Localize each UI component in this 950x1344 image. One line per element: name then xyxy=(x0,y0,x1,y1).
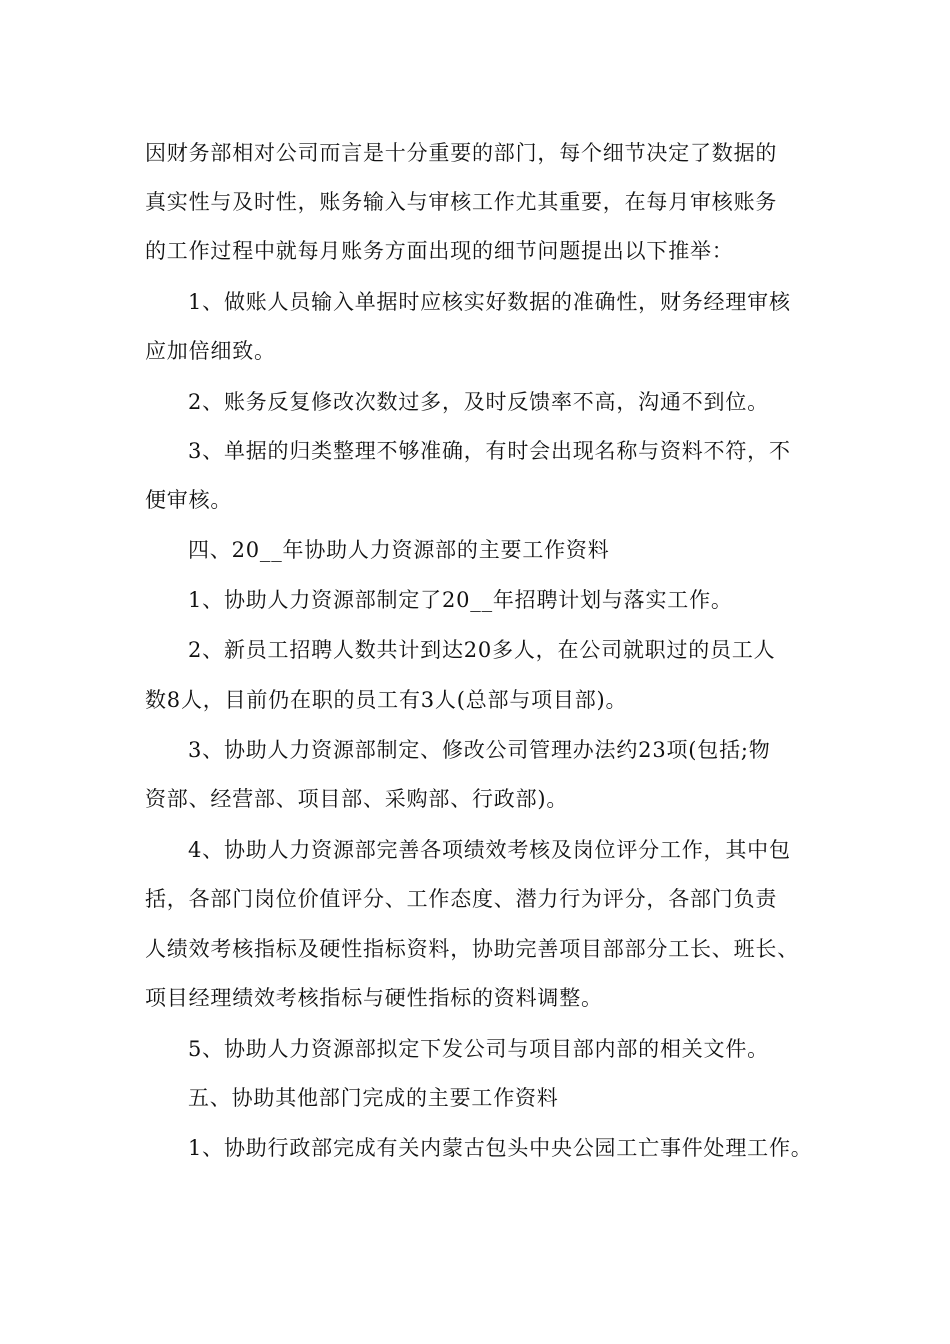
text-line: 2、账务反复修改次数过多，及时反馈率不高，沟通不到位。 xyxy=(188,390,769,414)
text-line: 资部、经营部、项目部、采购部、行政部)。 xyxy=(145,787,569,811)
text-line: 1、协助行政部完成有关内蒙古包头中央公园工亡事件处理工作。 xyxy=(188,1136,813,1160)
section-heading: 四、20__年协助人力资源部的主要工作资料 xyxy=(188,538,610,562)
section-heading: 五、协助其他部门完成的主要工作资料 xyxy=(188,1086,559,1110)
text-line: 数8人，目前仍在职的员工有3人(总部与项目部)。 xyxy=(145,688,628,712)
text-line: 括，各部门岗位价值评分、工作态度、潜力行为评分，各部门负责 xyxy=(145,887,778,911)
text-line: 3、协助人力资源部制定、修改公司管理办法约23项(包括;物 xyxy=(188,738,771,762)
text-line: 项目经理绩效考核指标与硬性指标的资料调整。 xyxy=(145,986,603,1010)
text-line: 人绩效考核指标及硬性指标资料，协助完善项目部部分工长、班长、 xyxy=(145,937,799,961)
text-line: 应加倍细致。 xyxy=(145,339,276,363)
text-line: 真实性与及时性，账务输入与审核工作尤其重要，在每月审核账务 xyxy=(145,190,778,214)
text-line: 1、协助人力资源部制定了20__年招聘计划与落实工作。 xyxy=(188,588,733,612)
text-line: 5、协助人力资源部拟定下发公司与项目部内部的相关文件。 xyxy=(188,1037,769,1061)
text-line: 3、单据的归类整理不够准确，有时会出现名称与资料不符，不 xyxy=(188,439,791,463)
text-line: 4、协助人力资源部完善各项绩效考核及岗位评分工作，其中包 xyxy=(188,838,791,862)
text-line: 1、做账人员输入单据时应核实好数据的准确性，财务经理审核 xyxy=(188,290,791,314)
text-line: 因财务部相对公司而言是十分重要的部门，每个细节决定了数据的 xyxy=(145,141,778,165)
text-line: 2、新员工招聘人数共计到达20多人，在公司就职过的员工人 xyxy=(188,638,776,662)
text-line: 便审核。 xyxy=(145,488,233,512)
text-line: 的工作过程中就每月账务方面出现的细节问题提出以下推举： xyxy=(145,239,734,263)
